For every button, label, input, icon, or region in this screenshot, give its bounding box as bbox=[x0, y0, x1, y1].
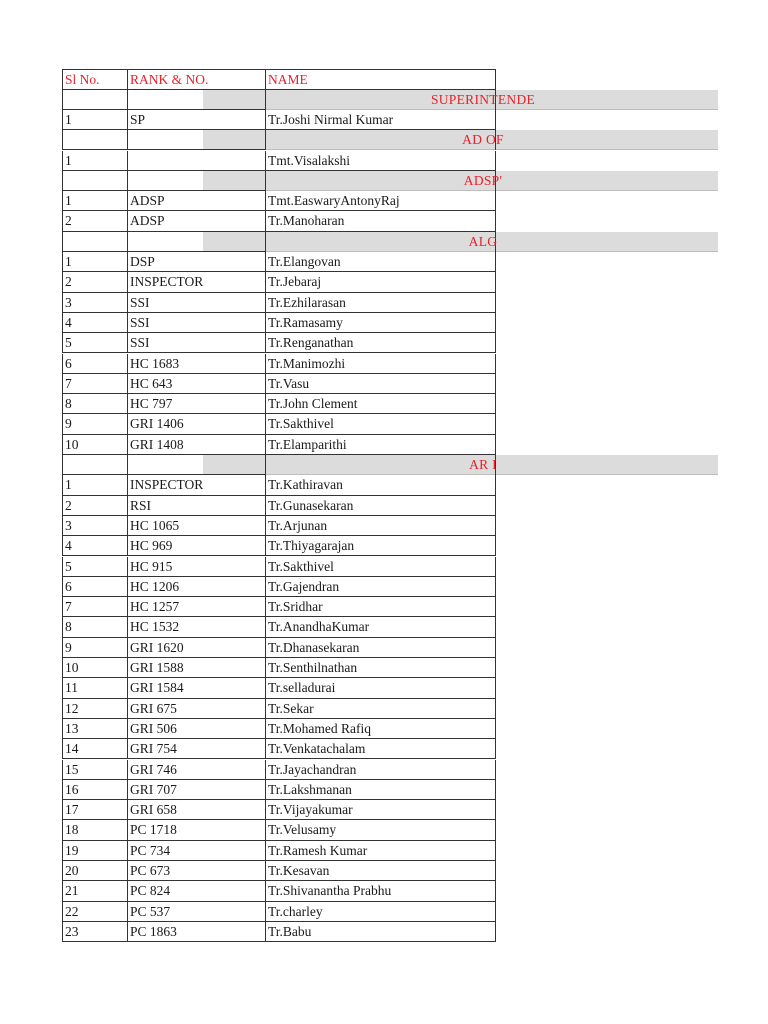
name-cell: Tr.Babu bbox=[265, 922, 496, 942]
table-row bbox=[62, 841, 496, 861]
sl-no-cell: 4 bbox=[62, 313, 127, 333]
sl-no-cell: 1 bbox=[62, 475, 127, 495]
section-sl-cell bbox=[62, 232, 127, 252]
header-sl-no: Sl No. bbox=[62, 69, 127, 89]
table-row bbox=[62, 800, 496, 820]
rank-cell: GRI 1406 bbox=[127, 414, 265, 434]
rank-cell: INSPECTOR bbox=[127, 475, 265, 495]
table-row bbox=[62, 760, 496, 780]
name-cell: Tr.Arjunan bbox=[265, 516, 496, 536]
name-cell: Tr.Manimozhi bbox=[265, 354, 496, 374]
name-cell: Tr.Sakthivel bbox=[265, 557, 496, 577]
name-cell: Tr.Jayachandran bbox=[265, 760, 496, 780]
table-row bbox=[62, 110, 496, 130]
rank-cell: HC 643 bbox=[127, 374, 265, 394]
table-row bbox=[62, 536, 496, 556]
rank-cell: PC 1718 bbox=[127, 820, 265, 840]
name-cell: Tr.Velusamy bbox=[265, 820, 496, 840]
section-title-cell bbox=[265, 90, 536, 110]
rank-cell: INSPECTOR bbox=[127, 272, 265, 292]
rank-cell: GRI 707 bbox=[127, 780, 265, 800]
section-title: ALG bbox=[468, 233, 498, 249]
table-row bbox=[62, 699, 496, 719]
name-cell: Tr.Venkatachalam bbox=[265, 739, 496, 759]
sl-no-cell: 5 bbox=[62, 333, 127, 353]
name-cell: Tr.charley bbox=[265, 902, 496, 922]
table-row bbox=[62, 861, 496, 881]
name-cell: Tr.Gunasekaran bbox=[265, 496, 496, 516]
section-sl-cell bbox=[62, 90, 127, 110]
rank-cell: HC 1532 bbox=[127, 617, 265, 637]
rank-cell: GRI 658 bbox=[127, 800, 265, 820]
sl-no-cell: 8 bbox=[62, 394, 127, 414]
table-row bbox=[62, 293, 496, 313]
section-row bbox=[62, 171, 503, 191]
rank-cell: ADSP bbox=[127, 191, 265, 211]
section-row bbox=[62, 90, 536, 110]
sl-no-cell: 20 bbox=[62, 861, 127, 881]
rank-cell: GRI 754 bbox=[127, 739, 265, 759]
section-title: AD OF bbox=[462, 132, 504, 148]
name-cell: Tr.Renganathan bbox=[265, 333, 496, 353]
name-cell: Tr.Ramasamy bbox=[265, 313, 496, 333]
table-row bbox=[62, 435, 496, 455]
name-cell: Tmt.EaswaryAntonyRaj bbox=[265, 191, 496, 211]
rank-cell: PC 734 bbox=[127, 841, 265, 861]
section-title: ADSP' bbox=[463, 172, 503, 188]
name-cell: Tmt.Visalakshi bbox=[265, 151, 496, 171]
section-rank-cell bbox=[127, 455, 265, 475]
sl-no-cell: 19 bbox=[62, 841, 127, 861]
section-sl-cell bbox=[62, 130, 127, 150]
table-row bbox=[62, 354, 496, 374]
name-cell: Tr.selladurai bbox=[265, 678, 496, 698]
name-cell: Tr.Gajendran bbox=[265, 577, 496, 597]
sl-no-cell: 14 bbox=[62, 739, 127, 759]
name-cell: Tr.Sakthivel bbox=[265, 414, 496, 434]
rank-cell: GRI 675 bbox=[127, 699, 265, 719]
section-rank-cell bbox=[127, 130, 265, 150]
sl-no-cell: 21 bbox=[62, 881, 127, 901]
name-cell: Tr.Ezhilarasan bbox=[265, 293, 496, 313]
section-rank-cell bbox=[127, 90, 265, 110]
sl-no-cell: 3 bbox=[62, 516, 127, 536]
table-row bbox=[62, 922, 496, 942]
sl-no-cell: 1 bbox=[62, 151, 127, 171]
rank-cell: GRI 1408 bbox=[127, 435, 265, 455]
table-row bbox=[62, 151, 496, 171]
sl-no-cell: 9 bbox=[62, 414, 127, 434]
rank-cell: GRI 1588 bbox=[127, 658, 265, 678]
section-title-cell bbox=[265, 130, 504, 150]
table-row bbox=[62, 638, 496, 658]
table-row bbox=[62, 394, 496, 414]
table-row bbox=[62, 333, 496, 353]
table-row bbox=[62, 313, 496, 333]
sl-no-cell: 2 bbox=[62, 496, 127, 516]
name-cell: Tr.Dhanasekaran bbox=[265, 638, 496, 658]
header-name: NAME bbox=[265, 69, 496, 89]
section-title-cell bbox=[265, 232, 496, 252]
table-row bbox=[62, 374, 496, 394]
section-rank-cell bbox=[127, 171, 265, 191]
sl-no-cell: 1 bbox=[62, 110, 127, 130]
rank-cell: ADSP bbox=[127, 211, 265, 231]
table-row bbox=[62, 211, 496, 231]
sl-no-cell: 16 bbox=[62, 780, 127, 800]
rank-cell: DSP bbox=[127, 252, 265, 272]
table-row bbox=[62, 780, 496, 800]
rank-cell: SSI bbox=[127, 333, 265, 353]
table-row bbox=[62, 739, 496, 759]
sl-no-cell: 22 bbox=[62, 902, 127, 922]
name-cell: Tr.Vasu bbox=[265, 374, 496, 394]
name-cell: Tr.Lakshmanan bbox=[265, 780, 496, 800]
section-title-cell bbox=[265, 171, 503, 191]
name-cell: Tr.Elamparithi bbox=[265, 435, 496, 455]
sl-no-cell: 4 bbox=[62, 536, 127, 556]
name-cell: Tr.Thiyagarajan bbox=[265, 536, 496, 556]
sl-no-cell: 6 bbox=[62, 354, 127, 374]
sl-no-cell: 11 bbox=[62, 678, 127, 698]
name-cell: Tr.Senthilnathan bbox=[265, 658, 496, 678]
rank-cell bbox=[127, 151, 265, 171]
sl-no-cell: 1 bbox=[62, 191, 127, 211]
name-cell: Tr.Joshi Nirmal Kumar bbox=[265, 110, 496, 130]
rank-cell: SSI bbox=[127, 293, 265, 313]
sl-no-cell: 1 bbox=[62, 252, 127, 272]
rank-cell: PC 673 bbox=[127, 861, 265, 881]
table-row bbox=[62, 597, 496, 617]
rank-cell: GRI 746 bbox=[127, 760, 265, 780]
header-rank: RANK & NO. bbox=[127, 69, 265, 89]
name-cell: Tr.Kathiravan bbox=[265, 475, 496, 495]
name-cell: Tr.Kesavan bbox=[265, 861, 496, 881]
sl-no-cell: 3 bbox=[62, 293, 127, 313]
rank-cell: HC 969 bbox=[127, 536, 265, 556]
rank-cell: HC 1683 bbox=[127, 354, 265, 374]
sl-no-cell: 5 bbox=[62, 557, 127, 577]
name-cell: Tr.Manoharan bbox=[265, 211, 496, 231]
sl-no-cell: 17 bbox=[62, 800, 127, 820]
rank-cell: HC 915 bbox=[127, 557, 265, 577]
sl-no-cell: 7 bbox=[62, 374, 127, 394]
section-row bbox=[62, 455, 496, 475]
rank-cell: HC 1206 bbox=[127, 577, 265, 597]
section-row bbox=[62, 232, 496, 252]
rank-cell: HC 1065 bbox=[127, 516, 265, 536]
name-cell: Tr.Jebaraj bbox=[265, 272, 496, 292]
name-cell: Tr.Sridhar bbox=[265, 597, 496, 617]
table-row bbox=[62, 678, 496, 698]
rank-cell: PC 824 bbox=[127, 881, 265, 901]
sl-no-cell: 7 bbox=[62, 597, 127, 617]
rank-cell: HC 1257 bbox=[127, 597, 265, 617]
table-row bbox=[62, 414, 496, 434]
table-row bbox=[62, 617, 496, 637]
table-row bbox=[62, 191, 496, 211]
name-cell: Tr.Shivanantha Prabhu bbox=[265, 881, 496, 901]
name-cell: Tr.John Clement bbox=[265, 394, 496, 414]
rank-cell: SP bbox=[127, 110, 265, 130]
rank-cell: PC 1863 bbox=[127, 922, 265, 942]
section-sl-cell bbox=[62, 171, 127, 191]
sl-no-cell: 6 bbox=[62, 577, 127, 597]
sl-no-cell: 8 bbox=[62, 617, 127, 637]
table-row bbox=[62, 516, 496, 536]
table-row bbox=[62, 475, 496, 495]
table-header bbox=[62, 69, 496, 89]
sl-no-cell: 9 bbox=[62, 638, 127, 658]
table-row bbox=[62, 658, 496, 678]
table-row bbox=[62, 902, 496, 922]
sl-no-cell: 18 bbox=[62, 820, 127, 840]
name-cell: Tr.Sekar bbox=[265, 699, 496, 719]
section-row bbox=[62, 130, 504, 150]
name-cell: Tr.Mohamed Rafiq bbox=[265, 719, 496, 739]
section-sl-cell bbox=[62, 455, 127, 475]
table-row bbox=[62, 557, 496, 577]
rank-cell: SSI bbox=[127, 313, 265, 333]
section-title: AR I bbox=[469, 457, 497, 472]
rank-cell: PC 537 bbox=[127, 902, 265, 922]
sl-no-cell: 15 bbox=[62, 760, 127, 780]
table-row bbox=[62, 820, 496, 840]
rank-cell: GRI 1584 bbox=[127, 678, 265, 698]
sl-no-cell: 2 bbox=[62, 211, 127, 231]
rank-cell: RSI bbox=[127, 496, 265, 516]
rank-cell: HC 797 bbox=[127, 394, 265, 414]
section-rank-cell bbox=[127, 232, 265, 252]
section-title: SUPERINTENDE bbox=[430, 91, 536, 107]
section-title-cell bbox=[265, 455, 496, 475]
sl-no-cell: 23 bbox=[62, 922, 127, 942]
name-cell: Tr.Vijayakumar bbox=[265, 800, 496, 820]
table-row bbox=[62, 577, 496, 597]
sl-no-cell: 2 bbox=[62, 272, 127, 292]
sl-no-cell: 10 bbox=[62, 658, 127, 678]
table-row bbox=[62, 272, 496, 292]
sl-no-cell: 13 bbox=[62, 719, 127, 739]
sl-no-cell: 12 bbox=[62, 699, 127, 719]
rank-cell: GRI 506 bbox=[127, 719, 265, 739]
table-row bbox=[62, 496, 496, 516]
sl-no-cell: 10 bbox=[62, 435, 127, 455]
name-cell: Tr.AnandhaKumar bbox=[265, 617, 496, 637]
table-row bbox=[62, 881, 496, 901]
rank-cell: GRI 1620 bbox=[127, 638, 265, 658]
table-row bbox=[62, 719, 496, 739]
name-cell: Tr.Ramesh Kumar bbox=[265, 841, 496, 861]
name-cell: Tr.Elangovan bbox=[265, 252, 496, 272]
table-row bbox=[62, 252, 496, 272]
